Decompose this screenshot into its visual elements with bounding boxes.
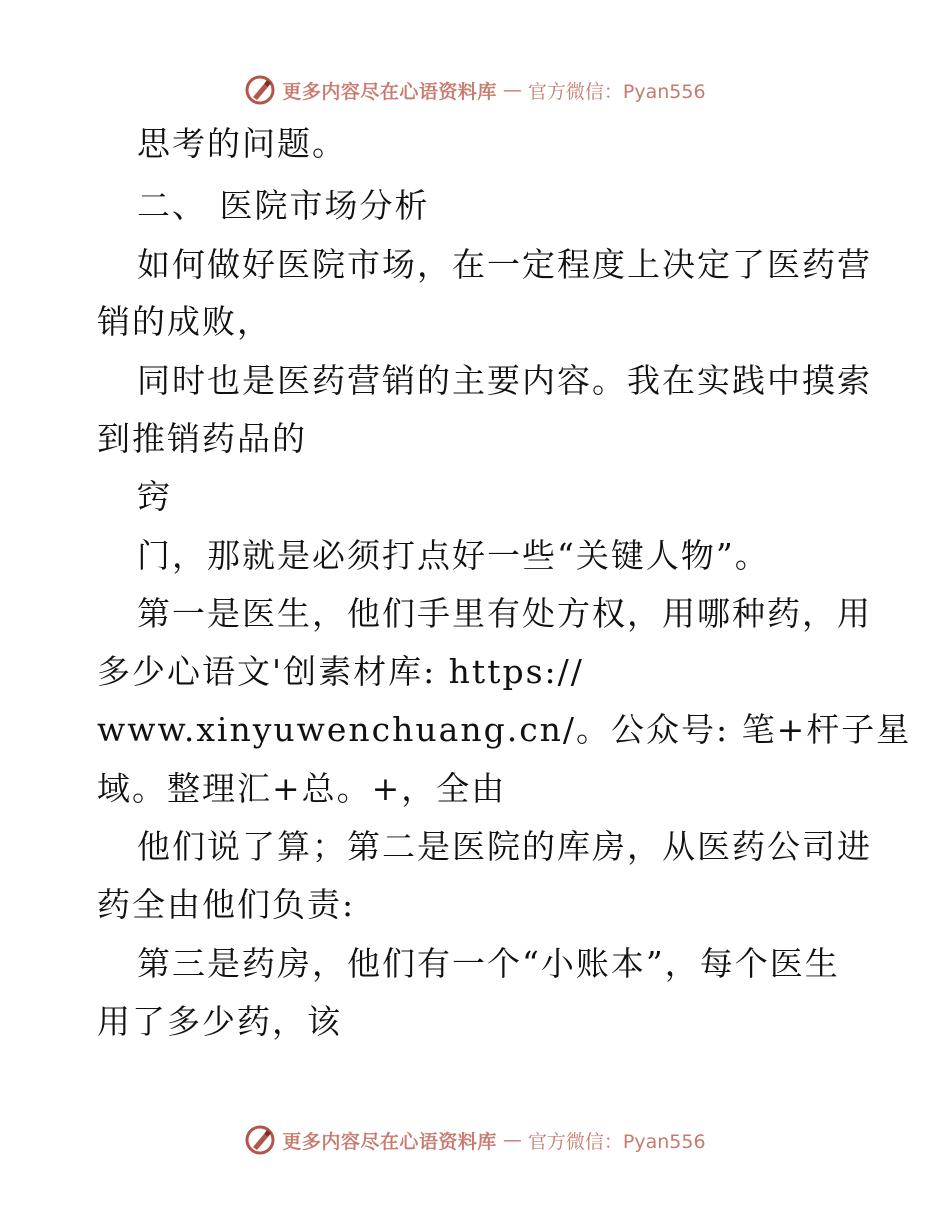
- body-line: 到推销药品的: [97, 419, 307, 458]
- pen-circle-logo-icon: [244, 1124, 276, 1156]
- body-line: 第三是药房，他们有一个“小账本”，每个医生: [137, 944, 840, 983]
- body-line: 域。整理汇+总。+，全由: [97, 769, 507, 808]
- body-line: 如何做好医院市场，在一定程度上决定了医药营: [137, 245, 872, 284]
- body-line: 同时也是医药营销的主要内容。我在实践中摸索: [137, 361, 872, 400]
- banner-brand-text: 更多内容尽在心语资料库: [282, 1130, 497, 1153]
- banner-separator: —: [502, 79, 522, 101]
- section-heading: 二、 医院市场分析: [137, 186, 430, 225]
- pen-circle-logo-icon: [244, 74, 276, 106]
- body-line: 用了多少药，该: [97, 1002, 342, 1041]
- body-line: 门，那就是必须打点好一些“关键人物”。: [137, 536, 770, 575]
- body-line: 销的成败，: [97, 302, 272, 341]
- body-line: 药全由他们负责:: [97, 885, 356, 924]
- body-line: 他们说了算；第二是医院的库房，从医药公司进: [137, 827, 872, 866]
- footer-banner: [0, 1120, 950, 1160]
- body-line: 多少心语文'创素材库: https://: [97, 652, 584, 691]
- banner-brand-text: 更多内容尽在心语资料库: [282, 80, 497, 103]
- header-banner: [0, 70, 950, 110]
- banner-contact-text: 官方微信：Pyan556: [527, 80, 706, 103]
- body-line: www.xinyuwenchuang.cn/。公众号: 笔+杆子星: [97, 710, 912, 749]
- body-line: 第一是医生，他们手里有处方权，用哪种药，用: [137, 594, 872, 633]
- body-line: 思考的问题。: [137, 124, 347, 163]
- body-line: 窍: [137, 477, 172, 516]
- banner-separator: —: [502, 1129, 522, 1151]
- banner-contact-text: 官方微信：Pyan556: [527, 1130, 706, 1153]
